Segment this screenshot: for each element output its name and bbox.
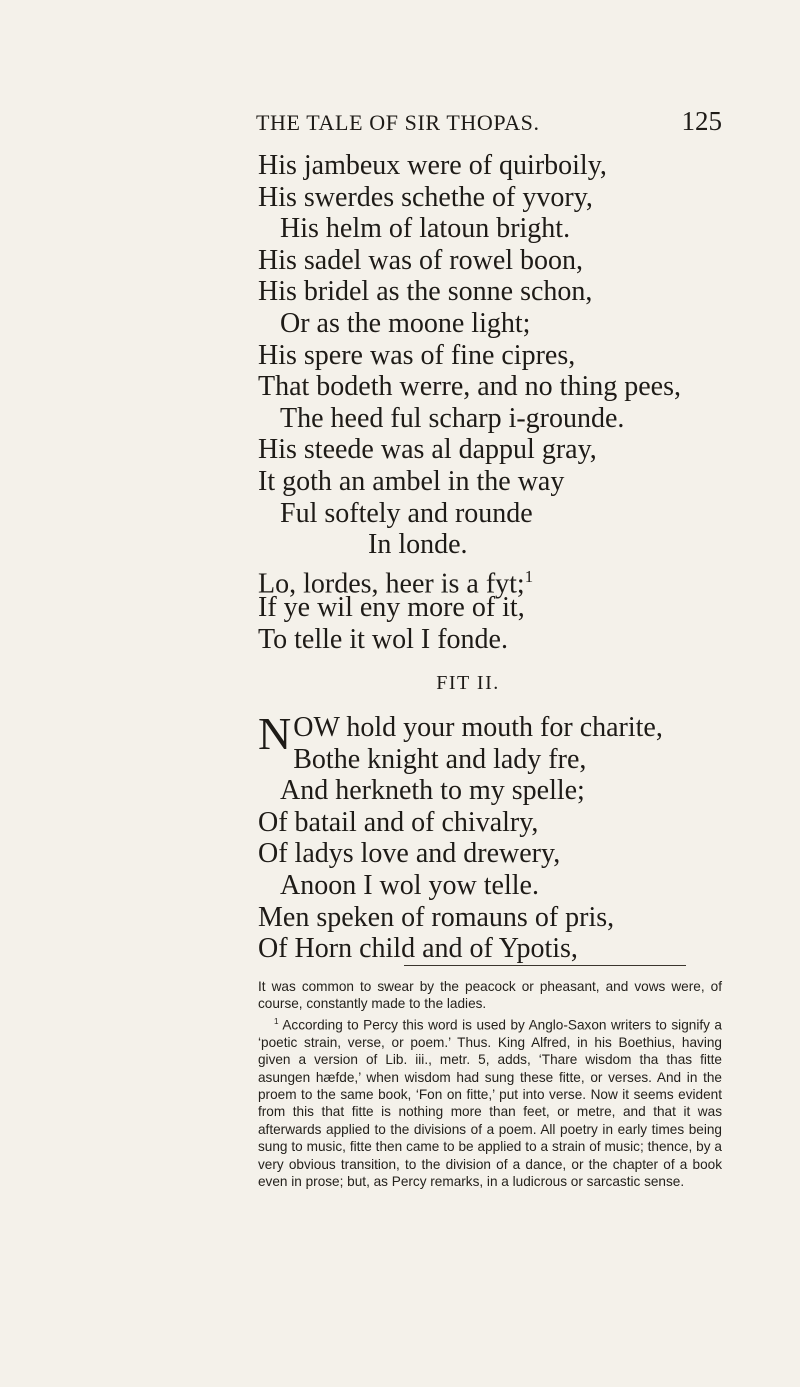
poem-line bbox=[258, 150, 778, 182]
poem-line-text: Ful softely and rounde bbox=[280, 497, 533, 529]
poem-line-text: OW hold your mouth for charite, bbox=[293, 712, 663, 743]
poem-line bbox=[258, 434, 778, 466]
poem-line bbox=[258, 838, 778, 870]
poem-line-text: Of ladys love and drewery, bbox=[258, 838, 561, 870]
poem-line bbox=[258, 902, 778, 934]
poem-line-text: His swerdes schethe of yvory, bbox=[258, 181, 593, 213]
poem-line-text: If ye wil eny more of it, bbox=[258, 592, 525, 624]
poem-line bbox=[258, 403, 778, 435]
poem-line-text: His steede was al dappul gray, bbox=[258, 434, 597, 466]
poem-line-text: The heed ful scharp i-grounde. bbox=[280, 402, 625, 434]
poem-line-text: Men speken of romauns of pris, bbox=[258, 901, 615, 933]
drop-cap: N bbox=[258, 708, 292, 759]
poem-line-text: Lo, lordes, heer is a fyt; bbox=[258, 568, 525, 600]
poem-line-text: His sadel was of rowel boon, bbox=[258, 244, 584, 276]
poem-line bbox=[258, 276, 778, 308]
poem-line-text: His helm of latoun bright. bbox=[280, 213, 571, 245]
poem-line bbox=[258, 498, 778, 530]
poem-line-text: Anoon I wol yow telle. bbox=[280, 869, 539, 901]
running-title: THE TALE OF SIR THOPAS. bbox=[256, 110, 540, 135]
poem-line-text: His bridel as the sonne schon, bbox=[258, 276, 593, 308]
poem-line bbox=[258, 744, 778, 776]
poem-line-text: It goth an ambel in the way bbox=[258, 465, 565, 497]
poem-line bbox=[258, 807, 778, 839]
poem-line bbox=[258, 933, 778, 965]
footnote-continued: It was common to swear by the peacock or pheasant, and vows were, of course, constantly made to the ladies. bbox=[258, 979, 722, 1012]
fit-heading: FIT II. bbox=[436, 672, 500, 694]
poem-line bbox=[258, 371, 778, 403]
footnote-marker: 1 bbox=[524, 566, 534, 586]
footnote-1-text: According to Percy this word is used by Anglo-Saxon writers to signify a ‘poetic strain, verse, or poem.’ Thus. King Alfred, in his Boethius, having given a version of Lib. iii., metr. 5, adds, ‘Thare wisdom tha thas fitte asungen hæfde,’ when wisdom had sung these fitte, or verses. And in the proem to the same book, ‘Fon on fitte,’ put into verse. Now it seems evident from this that fitte is nothing more than feet, or metre, and that it was afterwards applied to the divisions of a poem. All poetry in early times being sung to music, fitte then came to be applied to a strain of music; thence, by a very obvious transition, to the division of a dance, or the chapter of a book even in prose; but, as Percy remarks, in a ludicrous or sarcastic sense. bbox=[258, 1017, 722, 1189]
page-header bbox=[256, 106, 722, 137]
footnote-marker: 1 bbox=[274, 1016, 279, 1026]
poem-line-text: His jambeux were of quirboily, bbox=[258, 150, 607, 181]
poem-line bbox=[258, 245, 778, 277]
poem-line-text: That bodeth werre, and no thing pees, bbox=[258, 371, 681, 403]
poem-line bbox=[258, 775, 778, 807]
footnotes bbox=[258, 978, 722, 1190]
poem-stanza-2 bbox=[258, 708, 778, 965]
poem-line-text: Of Horn child and of Ypotis, bbox=[258, 933, 578, 965]
poem-stanza-1 bbox=[258, 150, 778, 656]
poem-line bbox=[258, 308, 778, 340]
page-number: 125 bbox=[681, 106, 722, 136]
poem-line-text: His spere was of fine cipres, bbox=[258, 339, 576, 371]
poem-line-text: Bothe knight and lady fre, bbox=[293, 743, 587, 775]
poem-line-text: And herkneth to my spelle; bbox=[280, 775, 585, 807]
poem-line bbox=[258, 624, 778, 656]
poem-line bbox=[258, 592, 778, 624]
poem-line-text: Or as the moone light; bbox=[280, 307, 531, 339]
poem-line-text: In londe. bbox=[368, 529, 468, 561]
poem-line-text: To telle it wol I fonde. bbox=[258, 623, 508, 655]
poem-line bbox=[258, 529, 778, 561]
poem-line bbox=[258, 561, 778, 600]
poem-line bbox=[258, 182, 778, 214]
poem-line bbox=[258, 213, 778, 245]
poem-line bbox=[258, 870, 778, 902]
poem-line bbox=[258, 466, 778, 498]
footnote-1 bbox=[258, 1013, 722, 1191]
poem-line bbox=[258, 340, 778, 372]
footnote-rule bbox=[404, 965, 686, 966]
poem-line-text: Of batail and of chivalry, bbox=[258, 806, 539, 838]
